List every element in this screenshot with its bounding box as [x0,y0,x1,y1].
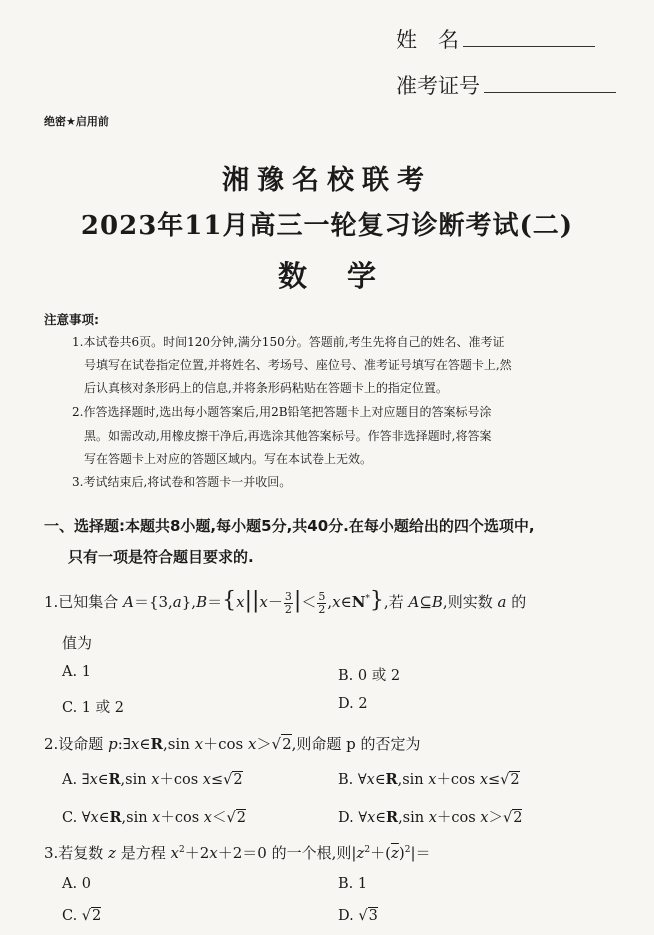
notice-line: 写在答题卡上对应的答题区域内。写在本试卷上无效。 [84,452,373,466]
notice-line: 黑。如需改动,用橡皮擦干净后,再选涂其他答案标号。作答非选择题时,将答案 [84,429,492,443]
q3-option-b[interactable]: B. 1 [338,876,368,892]
question-2: 2.设命题 p:∃x∈R,sin x＋cos x＞√2,则命题 p 的否定为 [44,735,421,753]
notice-line: 1.本试卷共6页。时间120分钟,满分150分。答题前,考生先将自己的姓名、准考证 [72,335,505,349]
secret-mark: 绝密★启用前 [44,115,109,128]
q2-option-a[interactable]: A. ∃x∈R,sin x＋cos x≤√2 [62,771,243,788]
exam-id-field [396,70,616,100]
q2-option-d[interactable]: D. ∀x∈R,sin x＋cos x＞√2 [338,809,523,826]
exam-name-title: 2023年11月高三一轮复习诊断考试(二) [80,211,574,241]
q1-option-c[interactable]: C. 1 或 2 [62,700,124,716]
name-blank-line [463,45,595,47]
q2-suffix: ,则命题 p 的否定为 [291,735,421,753]
q1-option-b[interactable]: B. 0 或 2 [338,668,401,684]
q2-prefix: 2.设命题 [44,735,104,753]
name-field [396,24,595,54]
notice-line: 后认真核对条形码上的信息,并将条形码粘贴在答题卡上的指定位置。 [84,381,448,395]
section-heading: 一、选择题:本题共8小题,每小题5分,共40分.在每小题给出的四个选项中, [44,517,535,535]
exam-id-label: 准考证号 [396,74,480,98]
notice-heading: 注意事项: [44,312,99,327]
question-1-cont: 值为 [62,634,93,652]
question-3: 3.若复数 z 是方程 $x^2+2x+2=0$ 的一个根,则$|z^2+(\overline{z})^2|=$ [44,844,431,862]
exam-org-title: 湘豫名校联考 [222,165,432,196]
notice-line: 3.考试结束后,将试卷和答题卡一并收回。 [72,475,292,489]
notice-line: 号填写在试卷指定位置,并将姓名、考场号、座位号、准考证号填写在答题卡上,然 [84,358,512,372]
q3-option-a[interactable]: A. 0 [62,876,91,892]
q3-option-c[interactable]: C. √2 [62,908,102,924]
q3-option-d[interactable]: D. √3 [338,908,378,924]
notice-line: 2.作答选择题时,选出每小题答案后,用2B铅笔把答题卡上对应题目的答案标号涂 [72,405,492,419]
q2-option-c[interactable]: C. ∀x∈R,sin x＋cos x＜√2 [62,809,246,826]
q1-option-d[interactable]: D. 2 [338,696,368,712]
section-heading-cont: 只有一项是符合题目要求的. [68,548,254,566]
q2-option-b[interactable]: B. ∀x∈R,sin x＋cos x≤√2 [338,771,520,788]
q1-option-a[interactable]: A. 1 [62,664,91,680]
exam-id-blank-line [484,91,616,93]
subject-title: 数学 [277,259,416,293]
q3-prefix: 3.若复数 [44,844,104,862]
name-label: 姓 名 [396,28,459,52]
question-1: 1.已知集合 A＝{3,a},B＝{x||x－ $\frac{3}{2}$ |＜ $\frac{5}{2}$ ,x∈N*},若 A⊆B,则实数 a 的 [44,588,527,616]
